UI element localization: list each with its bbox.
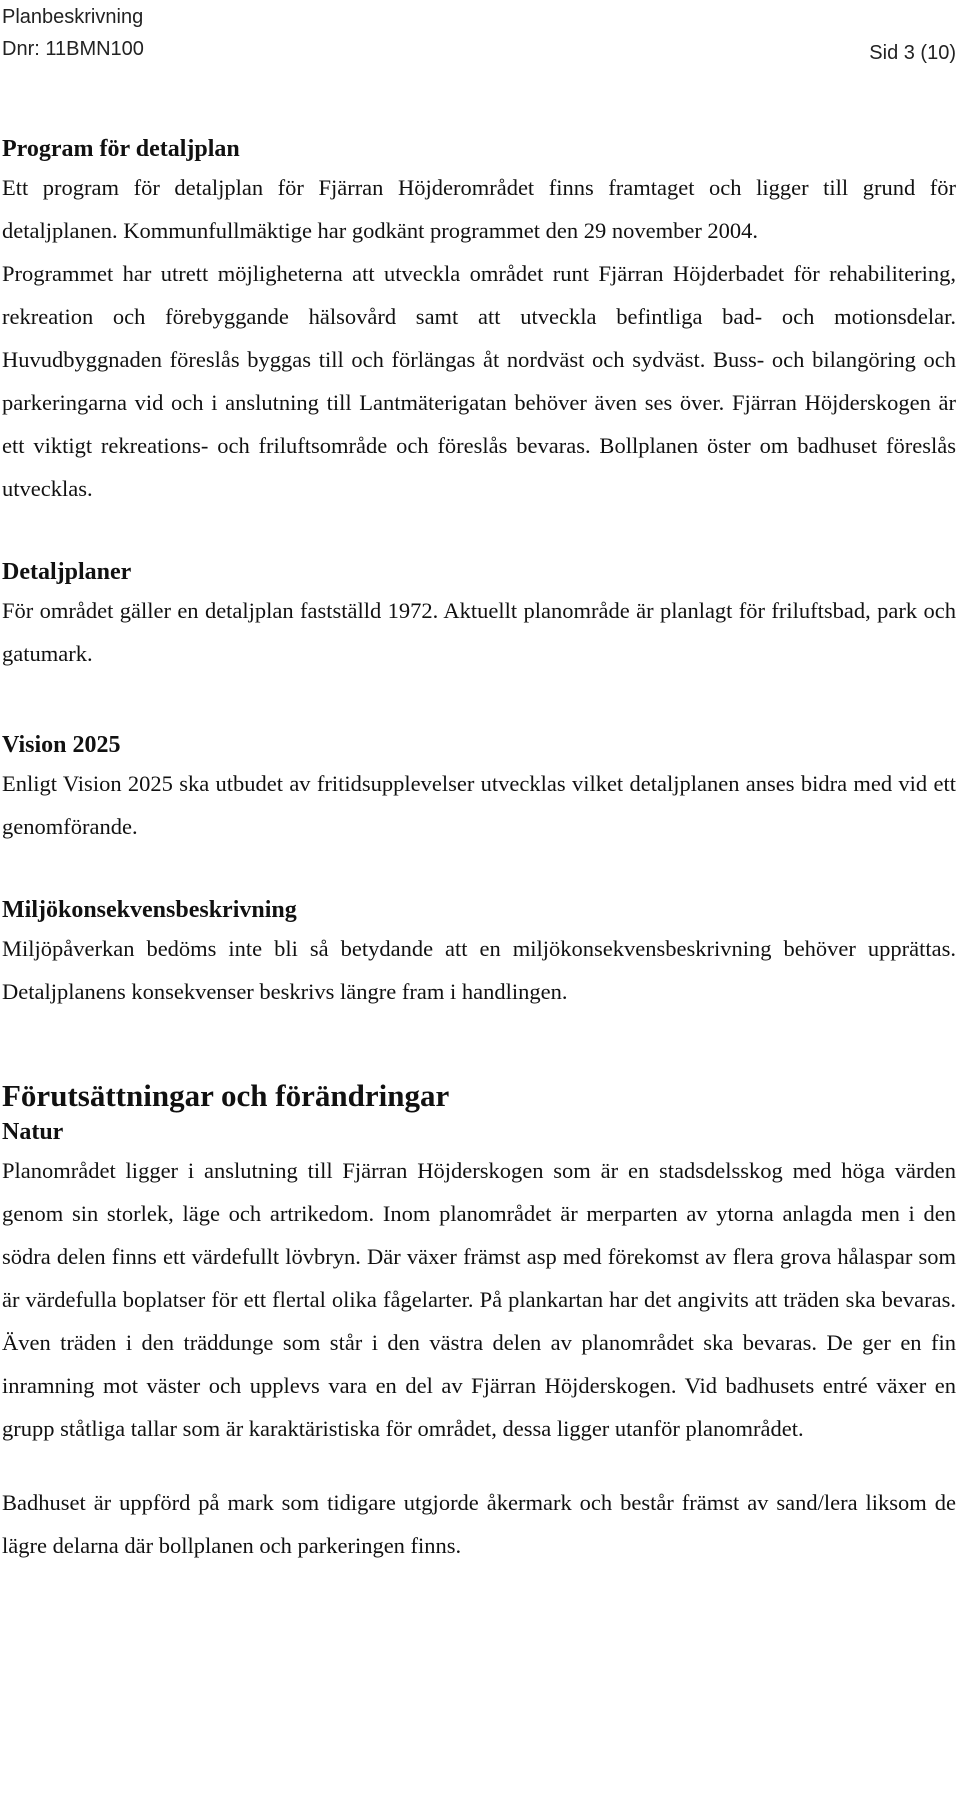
paragraph: Enligt Vision 2025 ska utbudet av fritidsupplevelser utvecklas vilket detaljplanen anses bidra med vid ett genomförande. (2, 771, 956, 839)
section-vision (2, 730, 956, 848)
section-miljokonsekvensbeskrivning (2, 895, 956, 1013)
chapter-heading: Förutsättningar och förändringar (2, 1078, 450, 1113)
paragraph: Badhuset är uppförd på mark som tidigare utgjorde åkermark och består främst av sand/lera liksom de lägre delarna där bollplanen och parkeringen finns. (2, 1490, 956, 1558)
section-heading-program: Program för detaljplan (2, 136, 240, 162)
paragraph: För området gäller en detaljplan fastställd 1972. Aktuellt planområde är planlagt för friluftsbad, park och gatumark. (2, 598, 956, 666)
section-heading-mkb: Miljökonsekvensbeskrivning (2, 897, 297, 923)
document-type: Planbeskrivning (2, 6, 144, 28)
paragraph: Miljöpåverkan bedöms inte bli så betydande att en miljökonsekvensbeskrivning behöver upprättas. Detaljplanens konsekvenser beskrivs längre fram i handlingen. (2, 936, 956, 1004)
document-number: Dnr: 11BMN100 (2, 38, 144, 60)
page-number: Sid 3 (10) (869, 42, 956, 64)
section-heading-natur: Natur (2, 1119, 64, 1145)
paragraph: Planområdet ligger i anslutning till Fjärran Höjderskogen som är en stadsdelsskog med höga värden genom sin storlek, läge och artrikedom. Inom planområdet är merparten av ytorna anlagda men i den södra delen finns ett värdefullt lövbryn. Där växer främst asp med förekomst av flera grova hålaspar som är värdefulla boplatser för ett flertal olika fågelarter. På plankartan har det angivits att träden ska bevaras. Även träden i den träddunge som står i den västra delen av planområdet ska bevaras. De ger en fin inramning mot väster och upplevs vara en del av Fjärran Höjderskogen. Vid badhusets entré växer en grupp ståtliga tallar som är karaktäristiska för området, dessa ligger utanför planområdet. (2, 1158, 956, 1441)
section-detaljplaner (2, 557, 956, 675)
section-program (2, 134, 956, 510)
document-body (2, 134, 956, 1567)
paragraph: Programmet har utrett möjligheterna att utveckla området runt Fjärran Höjderbadet för rehabilitering, rekreation och förebyggande hälsovård samt att utveckla befintliga bad- och motionsdelar. Huvudbyggnaden föreslås byggas till och förlängas åt nordväst och sydväst. Buss- och bilangöring och parkeringarna vid och i anslutning till Lantmäterigatan behöver även ses över. Fjärran Höjderskogen är ett viktigt rekreations- och friluftsområde och föreslås bevaras. Bollplanen öster om badhuset föreslås utvecklas. (2, 261, 956, 501)
section-heading-vision: Vision 2025 (2, 732, 121, 758)
paragraph: Ett program för detaljplan för Fjärran Höjderområdet finns framtaget och ligger till grund för detaljplanen. Kommunfullmäktige har godkänt programmet den 29 november 2004. (2, 175, 956, 243)
section-forutsattningar (2, 1077, 956, 1567)
section-heading-detaljplaner: Detaljplaner (2, 559, 132, 585)
